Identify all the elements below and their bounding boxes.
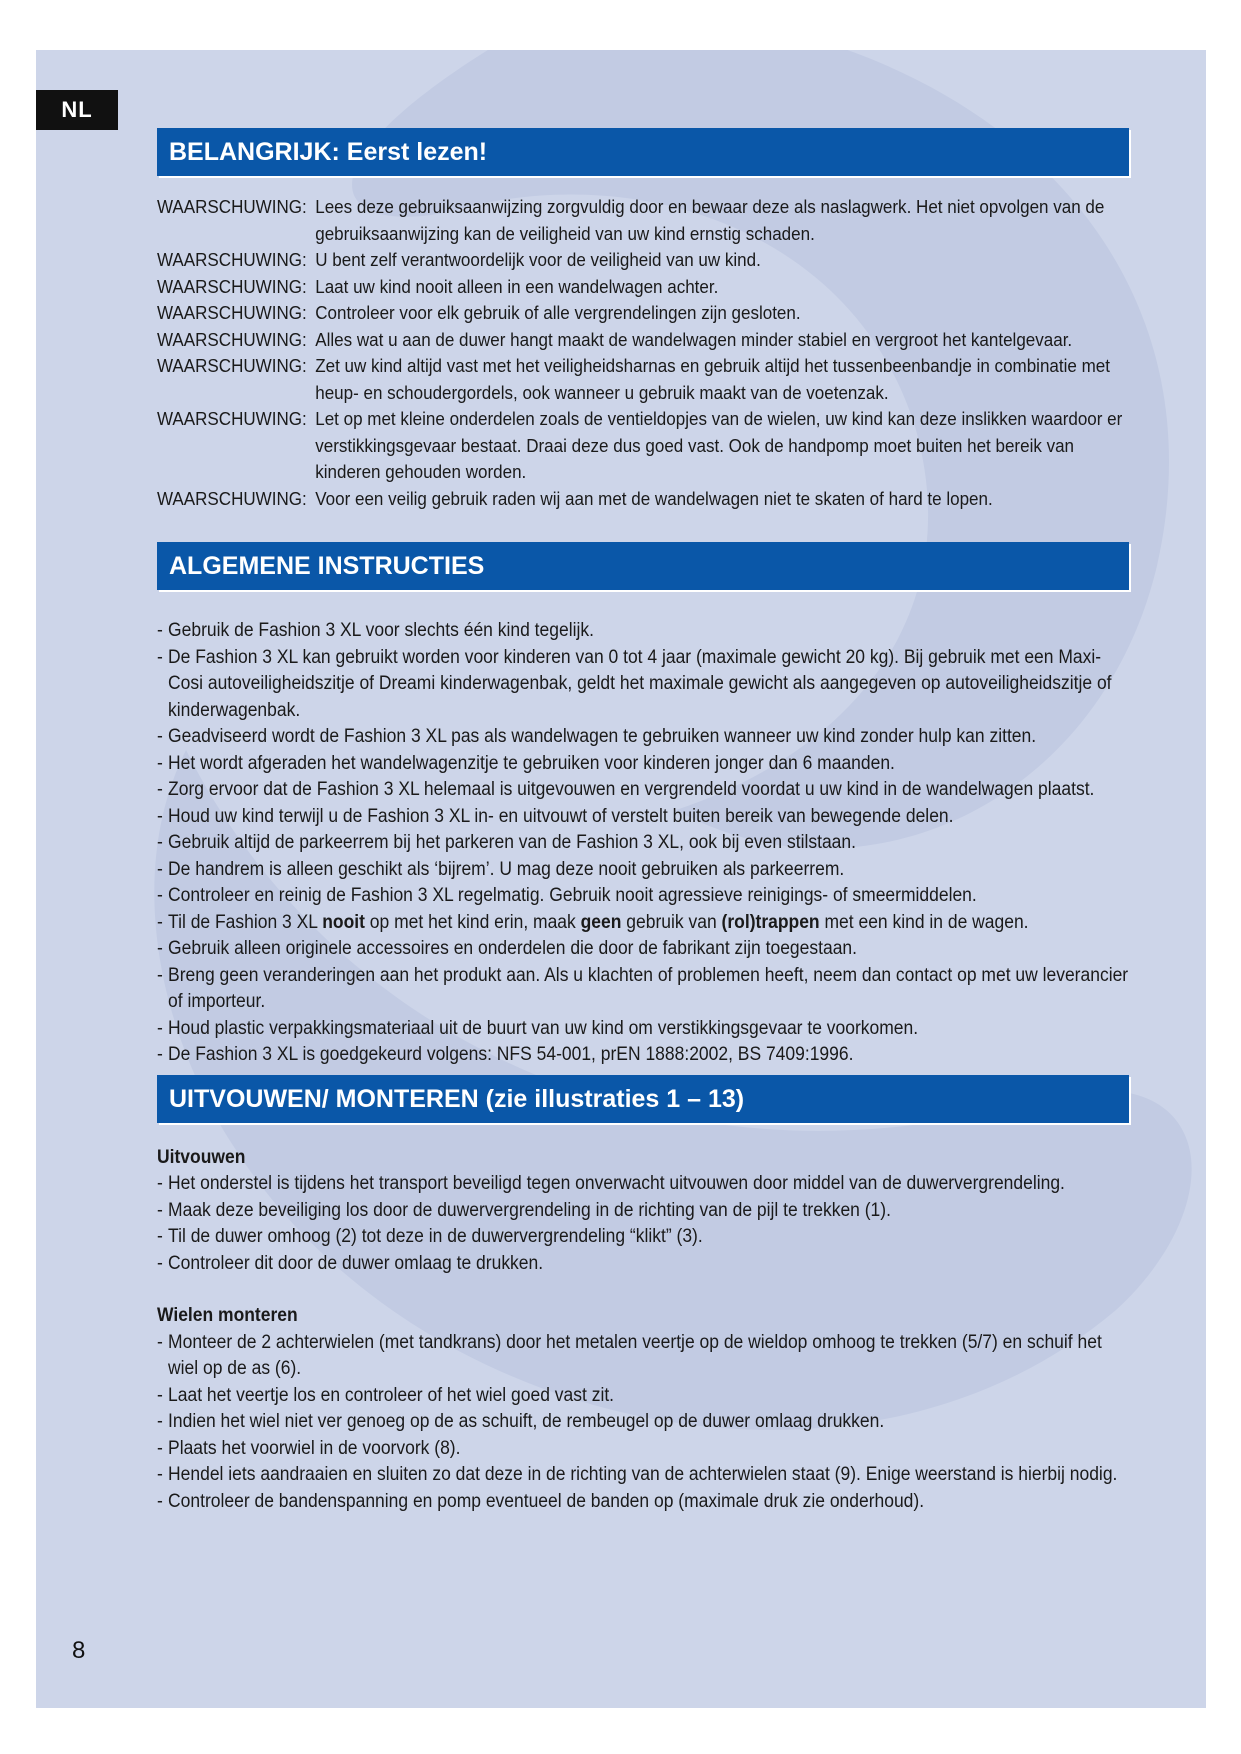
list-item: - Hendel iets aandraaien en sluiten zo dat deze in de richting van de achterwielen staat (9). Enige weerstand is hierbij nodig. <box>157 1462 1129 1489</box>
list-item: - Zorg ervoor dat de Fashion 3 XL helemaal is uitgevouwen en vergrendeld voordat u uw kind in de wandelwagen plaatst. <box>157 777 1129 804</box>
list-item: - Controleer en reinig de Fashion 3 XL regelmatig. Gebruik nooit agressieve reinigings- of smeermiddelen. <box>157 883 1129 910</box>
list-item-text: Controleer de bandenspanning en pomp eventueel de banden op (maximale druk zie onderhoud). <box>168 1490 925 1512</box>
list-item-text: Gebruik de Fashion 3 XL voor slechts één kind tegelijk. <box>168 620 594 641</box>
list-item: - Gebruik de Fashion 3 XL voor slechts één kind tegelijk. <box>157 618 1129 645</box>
list-item-text: Controleer dit door de duwer omlaag te drukken. <box>168 1252 544 1274</box>
document-content <box>157 128 1129 1515</box>
warning-text: Zet uw kind altijd vast met het veiligheidsharnas en gebruik altijd het tussenbeenbandje in combinatie met heup- en schoudergordels, ook wanneer u gebruik maakt van de voetenzak. <box>315 355 1110 403</box>
subheading-wheels: Wielen monteren <box>157 1305 298 1326</box>
warnings-list <box>157 194 1129 512</box>
language-tab: NL <box>36 90 118 130</box>
list-item: - Monteer de 2 achterwielen (met tandkrans) door het metalen veertje op de wieldop omhoog te trekken (5/7) en schuif het wiel op de as (6). <box>157 1330 1129 1383</box>
section-header-important: BELANGRIJK: Eerst lezen! <box>157 128 1129 176</box>
list-item-text: Houd uw kind terwijl u de Fashion 3 XL in- en uitvouwt of verstelt buiten bereik van bewegende delen. <box>168 805 954 827</box>
list-item: - Indien het wiel niet ver genoeg op de as schuift, de rembeugel op de duwer omlaag drukken. <box>157 1409 1129 1436</box>
warning-label: WAARSCHUWING: <box>157 302 307 323</box>
list-item-text: Til de duwer omhoog (2) tot deze in de duwervergrendeling “klikt” (3). <box>168 1226 703 1247</box>
warning-text: Alles wat u aan de duwer hangt maakt de wandelwagen minder stabiel en vergroot het kantelgevaar. <box>315 328 1073 350</box>
list-item-lift-warning: - Til de Fashion 3 XL nooit op met het kind erin, maak geen gebruik van (rol)trappen met een kind in de wagen. <box>157 910 1129 937</box>
list-item: - Gebruik altijd de parkeerrem bij het parkeren van de Fashion 3 XL, ook bij even stilstaan. <box>157 830 1129 857</box>
list-item-text: Plaats het voorwiel in de voorvork (8). <box>168 1437 461 1459</box>
list-item-text: Indien het wiel niet ver genoeg op de as schuift, de rembeugel op de duwer omlaag drukken. <box>168 1411 885 1432</box>
list-item: - Til de duwer omhoog (2) tot deze in de duwervergrendeling “klikt” (3). <box>157 1224 1129 1251</box>
list-item: - Geadviseerd wordt de Fashion 3 XL pas als wandelwagen te gebruiken wanneer uw kind zonder hulp kan zitten. <box>157 724 1129 751</box>
warning-label: WAARSCHUWING: <box>157 249 307 270</box>
warning-text: Let op met kleine onderdelen zoals de ventieldopjes van de wielen, uw kind kan deze inslikken waardoor er verstikkingsgevaar bestaat. Draai deze dus goed vast. Ook de handpomp moet buiten het bereik van kinderen gehouden worden. <box>315 408 1123 482</box>
warning-item <box>157 300 1129 327</box>
warning-item <box>157 247 1129 274</box>
list-item: - De handrem is alleen geschikt als ‘bijrem’. U mag deze nooit gebruiken als parkeerrem. <box>157 857 1129 884</box>
list-item: - De Fashion 3 XL is goedgekeurd volgens: NFS 54-001, prEN 1888:2002, BS 7409:1996. <box>157 1042 1129 1069</box>
list-item-text: Controleer en reinig de Fashion 3 XL regelmatig. Gebruik nooit agressieve reinigings- of smeermiddelen. <box>168 885 977 906</box>
list-item: - Plaats het voorwiel in de voorvork (8). <box>157 1436 1129 1463</box>
list-item-text: Houd plastic verpakkingsmateriaal uit de buurt van uw kind om verstikkingsgevaar te voorkomen. <box>168 1017 919 1039</box>
warning-label: WAARSCHUWING: <box>157 487 307 509</box>
page-number: 8 <box>72 1637 86 1664</box>
section-header-general: ALGEMENE INSTRUCTIES <box>157 542 1129 590</box>
list-item: - De Fashion 3 XL kan gebruikt worden voor kinderen van 0 tot 4 jaar (maximale gewicht 20 kg). Bij gebruik met een Maxi-Cosi autoveiligheidszitje of Dreami kinderwagenbak, geldt het maximale gewicht als aangegeven op autoveiligheidszitje of kinderwagenbak. <box>157 645 1129 725</box>
general-instructions-list <box>157 618 1129 1069</box>
list-item-text: Breng geen veranderingen aan het produkt aan. Als u klachten of problemen heeft, neem dan contact op met uw leverancier of importeur. <box>168 964 1129 1012</box>
wheels-steps-list <box>157 1330 1129 1516</box>
warning-label: WAARSCHUWING: <box>157 196 307 217</box>
list-item: - Maak deze beveiliging los door de duwervergrendeling in de richting van de pijl te trekken (1). <box>157 1198 1129 1225</box>
warning-item <box>157 353 1129 406</box>
list-item-text: Laat het veertje los en controleer of het wiel goed vast zit. <box>168 1384 615 1406</box>
list-item: - Het onderstel is tijdens het transport beveiligd tegen onverwacht uitvouwen door middel van de duwervergrendeling. <box>157 1171 1129 1198</box>
section-header-unfold: UITVOUWEN/ MONTEREN (zie illustraties 1 – 13) <box>157 1075 1129 1123</box>
list-item-text: De handrem is alleen geschikt als ‘bijrem’. U mag deze nooit gebruiken als parkeerrem. <box>168 858 845 880</box>
list-item-text: Maak deze beveiliging los door de duwervergrendeling in de richting van de pijl te trekken (1). <box>168 1199 891 1221</box>
warning-item <box>157 274 1129 301</box>
warning-label: WAARSCHUWING: <box>157 275 307 297</box>
unfold-steps-list <box>157 1171 1129 1277</box>
list-item: - Houd plastic verpakkingsmateriaal uit de buurt van uw kind om verstikkingsgevaar te voorkomen. <box>157 1016 1129 1043</box>
list-item: - Controleer de bandenspanning en pomp eventueel de banden op (maximale druk zie onderhoud). <box>157 1489 1129 1516</box>
list-item: - Houd uw kind terwijl u de Fashion 3 XL in- en uitvouwt of verstelt buiten bereik van bewegende delen. <box>157 804 1129 831</box>
list-item: - Breng geen veranderingen aan het produkt aan. Als u klachten of problemen heeft, neem dan contact op met uw leverancier of importeur. <box>157 963 1129 1016</box>
list-item: - Laat het veertje los en controleer of het wiel goed vast zit. <box>157 1383 1129 1410</box>
warning-text: Laat uw kind nooit alleen in een wandelwagen achter. <box>315 275 719 297</box>
list-item-text: Het wordt afgeraden het wandelwagenzitje te gebruiken voor kinderen jonger dan 6 maanden. <box>168 752 895 774</box>
list-item-text: Het onderstel is tijdens het transport beveiligd tegen onverwacht uitvouwen door middel van de duwervergrendeling. <box>168 1173 1065 1194</box>
warning-item <box>157 194 1129 247</box>
warning-text: Controleer voor elk gebruik of alle vergrendelingen zijn gesloten. <box>315 302 801 323</box>
list-item-text: De Fashion 3 XL kan gebruikt worden voor kinderen van 0 tot 4 jaar (maximale gewicht 20 kg). Bij gebruik met een Maxi-Cosi autoveiligheidszitje of Dreami kinderwagenbak, geldt het maximale gewicht als aangegeven op autoveiligheidszitje of kinderwagenbak. <box>168 646 1112 721</box>
list-item-text: Zorg ervoor dat de Fashion 3 XL helemaal is uitgevouwen en vergrendeld voordat u uw kind in de wandelwagen plaatst. <box>168 779 1095 800</box>
subheading-unfold: Uitvouwen <box>157 1146 246 1168</box>
list-item-text: Gebruik altijd de parkeerrem bij het parkeren van de Fashion 3 XL, ook bij even stilstaan. <box>168 832 856 853</box>
list-item-text: Gebruik alleen originele accessoires en onderdelen die door de fabrikant zijn toegestaan. <box>168 938 858 959</box>
list-item: - Gebruik alleen originele accessoires en onderdelen die door de fabrikant zijn toegestaan. <box>157 936 1129 963</box>
list-item: - Het wordt afgeraden het wandelwagenzitje te gebruiken voor kinderen jonger dan 6 maanden. <box>157 751 1129 778</box>
warning-item <box>157 327 1129 354</box>
warning-text: U bent zelf verantwoordelijk voor de veiligheid van uw kind. <box>315 249 761 270</box>
warning-label: WAARSCHUWING: <box>157 355 307 376</box>
list-item-text: Geadviseerd wordt de Fashion 3 XL pas als wandelwagen te gebruiken wanneer uw kind zonder hulp kan zitten. <box>168 726 1037 747</box>
warning-item <box>157 406 1129 486</box>
list-item-text: Monteer de 2 achterwielen (met tandkrans) door het metalen veertje op de wieldop omhoog te trekken (5/7) en schuif het wiel op de as (6). <box>168 1331 1102 1379</box>
warning-item <box>157 486 1129 513</box>
list-item-text: De Fashion 3 XL is goedgekeurd volgens: NFS 54-001, prEN 1888:2002, BS 7409:1996. <box>168 1044 854 1065</box>
warning-text: Lees deze gebruiksaanwijzing zorgvuldig door en bewaar deze als naslagwerk. Het niet opvolgen van de gebruiksaanwijzing kan de veiligheid van uw kind ernstig schaden. <box>315 196 1105 244</box>
warning-text: Voor een veilig gebruik raden wij aan met de wandelwagen niet te skaten of hard te lopen. <box>315 487 993 509</box>
list-item-text: Til de Fashion 3 XL nooit op met het kind erin, maak geen gebruik van (rol)trappen met een kind in de wagen. <box>168 911 1029 933</box>
list-item-text: Hendel iets aandraaien en sluiten zo dat deze in de richting van de achterwielen staat (9). Enige weerstand is hierbij nodig. <box>168 1464 1118 1485</box>
list-item: - Controleer dit door de duwer omlaag te drukken. <box>157 1251 1129 1278</box>
warning-label: WAARSCHUWING: <box>157 328 307 350</box>
warning-label: WAARSCHUWING: <box>157 408 307 429</box>
